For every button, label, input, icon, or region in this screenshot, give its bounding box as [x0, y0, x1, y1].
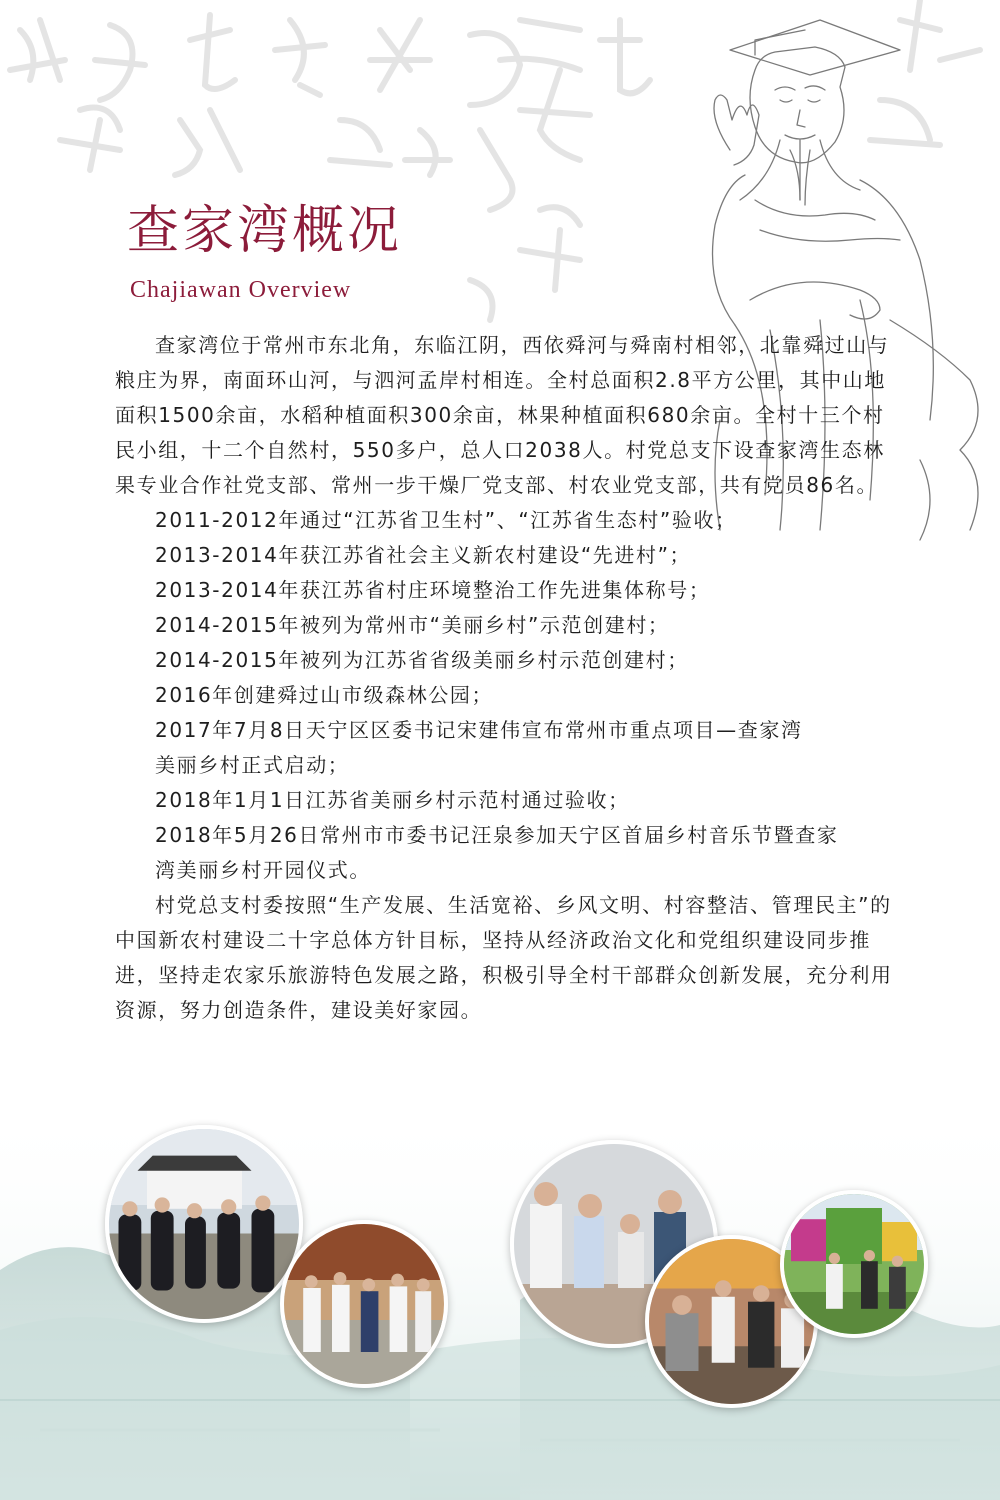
milestone-item-continued: 湾美丽乡村开园仪式。 — [155, 858, 371, 882]
milestone-item: 2014-2015年被列为常州市“美丽乡村”示范创建村； — [155, 613, 670, 637]
milestone-item-continued: 美丽乡村正式启动； — [155, 753, 350, 777]
page-title: 查家湾概况 — [127, 201, 403, 261]
intro-paragraph: 查家湾位于常州市东北角，东临江阴，西依舜河与舜南村相邻，北靠舜过山与粮庄为界，南面环山河，与泗河孟岸村相连。全村总面积2.8平方公里，其中山地面积1500余亩，水稻种植面积300余亩，林果种植面积680余亩。全村十三个村民小组，十二个自然村，550多户，总人口2038人。村党总支下设查家湾生态林果专业合作社党支部、常州一步干燥厂党支部、村农业党支部，共有党员86名。 — [115, 333, 890, 497]
milestone-item: 2016年创建舜过山市级森林公园； — [155, 683, 494, 707]
milestone-item: 2011-2012年通过“江苏省卫生村”、“江苏省生态村”验收； — [155, 508, 737, 532]
milestone-item: 2017年7月8日天宁区区委书记宋建伟宣布常州市重点项目—查家湾 — [155, 718, 803, 742]
photo-music-festival — [780, 1190, 928, 1338]
milestone-item: 2014-2015年被列为江苏省省级美丽乡村示范创建村； — [155, 648, 689, 672]
overview-text — [115, 328, 895, 1028]
milestone-item: 2013-2014年获江苏省社会主义新农村建设“先进村”； — [155, 543, 692, 567]
milestone-item: 2013-2014年获江苏省村庄环境整治工作先进集体称号； — [155, 578, 711, 602]
milestone-item: 2018年1月1日江苏省美丽乡村示范村通过验收； — [155, 788, 630, 812]
page-subtitle: Chajiawan Overview — [130, 277, 352, 303]
photo-walking-group — [280, 1220, 448, 1388]
photo-officials-visit — [105, 1125, 303, 1323]
milestone-item: 2018年5月26日常州市市委书记汪泉参加天宁区首届乡村音乐节暨查家 — [155, 823, 839, 847]
closing-paragraph: 村党总支村委按照“生产发展、生活宽裕、乡风文明、村容整洁、管理民主”的中国新农村建设二十字总体方针目标，坚持从经济政治文化和党组织建设同步推进，坚持走农家乐旅游特色发展之路，积极引导全村干部群众创新发展，充分利用资源，努力创造条件，建设美好家园。 — [115, 893, 893, 1022]
